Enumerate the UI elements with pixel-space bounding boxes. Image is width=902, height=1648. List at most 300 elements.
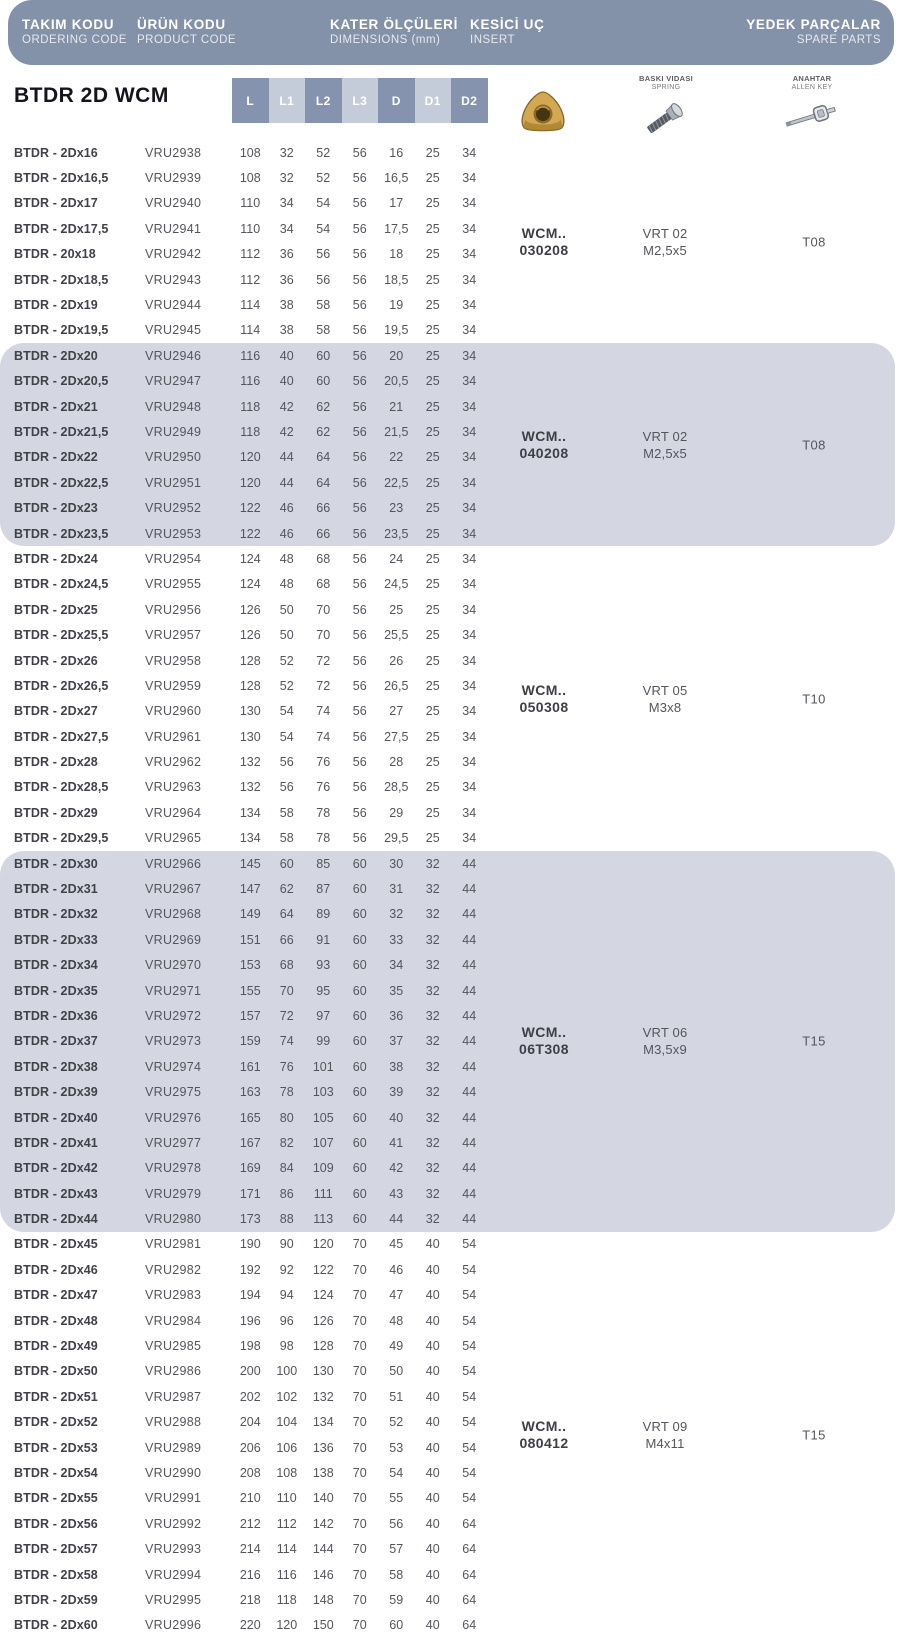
dim-L1: 38 <box>279 298 294 313</box>
dim-L1: 66 <box>279 932 294 947</box>
product-code: VRU2970 <box>145 958 202 973</box>
dim-L2: 70 <box>316 602 331 617</box>
dim-L: 208 <box>239 1466 261 1480</box>
dim-L3: 70 <box>352 1364 367 1379</box>
screw-code <box>619 1024 711 1058</box>
dim-L2: 52 <box>316 145 331 160</box>
insert-code-line: 030208 <box>519 241 569 258</box>
table-groups <box>0 140 902 1638</box>
dim-D: 25,5 <box>384 628 409 643</box>
dim-L1: 86 <box>279 1186 294 1201</box>
dim-L1: 36 <box>279 272 294 287</box>
dim-L1: 46 <box>279 526 294 541</box>
dim-D1: 32 <box>425 856 440 871</box>
tool-code: BTDR - 2Dx44 <box>14 1212 98 1227</box>
dim-L3: 60 <box>352 958 367 973</box>
dim-D2: 64 <box>462 1542 477 1557</box>
table-row <box>0 800 895 825</box>
dim-L3: 70 <box>352 1415 367 1430</box>
dim-L: 110 <box>240 196 261 211</box>
dim-header-D2: D2 <box>451 78 488 123</box>
dim-L2: 148 <box>312 1592 334 1607</box>
product-code: VRU2974 <box>145 1059 202 1074</box>
tool-code: BTDR - 2Dx17 <box>14 196 98 211</box>
table-row <box>0 1333 895 1358</box>
insert-code <box>498 225 590 259</box>
dim-D1: 40 <box>425 1364 440 1379</box>
product-code: VRU2967 <box>145 882 202 897</box>
dim-L2: 140 <box>312 1491 334 1506</box>
dim-L3: 56 <box>352 424 367 439</box>
dim-L2: 109 <box>312 1161 334 1176</box>
dim-D2: 64 <box>462 1516 477 1531</box>
spring-label-en: SPRING <box>651 84 681 91</box>
dim-D1: 25 <box>425 628 440 643</box>
dim-L: 110 <box>240 221 261 236</box>
dim-L1: 50 <box>279 602 294 617</box>
tool-code: BTDR - 2Dx28,5 <box>14 780 109 795</box>
dim-L1: 54 <box>279 729 294 744</box>
product-code: VRU2945 <box>145 323 202 338</box>
dim-L3: 56 <box>352 247 367 262</box>
dim-L1: 74 <box>279 1034 294 1049</box>
dim-L: 132 <box>239 780 261 795</box>
product-code: VRU2955 <box>145 577 202 592</box>
dim-L3: 56 <box>352 678 367 693</box>
insert-code-line: WCM.. <box>521 1024 567 1041</box>
tool-code: BTDR - 2Dx47 <box>14 1288 98 1303</box>
dim-L2: 74 <box>316 704 331 719</box>
dim-D: 54 <box>389 1466 404 1480</box>
dim-D2: 34 <box>462 755 477 770</box>
dim-L2: 54 <box>316 221 331 236</box>
screw-code <box>619 1418 711 1452</box>
dim-D2: 34 <box>462 831 477 846</box>
dim-L: 200 <box>239 1364 261 1379</box>
tool-code: BTDR - 2Dx27,5 <box>14 729 109 744</box>
dim-D: 20 <box>389 348 404 363</box>
dim-L2: 87 <box>316 882 331 897</box>
tool-code: BTDR - 2Dx43 <box>14 1186 98 1201</box>
product-code: VRU2948 <box>145 399 202 414</box>
dim-D1: 40 <box>425 1339 440 1354</box>
dim-L: 198 <box>239 1339 261 1354</box>
dim-L2: 113 <box>313 1212 334 1227</box>
dim-D1: 25 <box>425 221 440 236</box>
dim-D: 24,5 <box>384 577 409 592</box>
dim-L3: 56 <box>352 602 367 617</box>
dim-L3: 56 <box>352 475 367 490</box>
dim-D: 21,5 <box>384 424 409 439</box>
dim-L2: 70 <box>316 628 331 643</box>
dim-L3: 60 <box>352 1059 367 1074</box>
dim-L1: 112 <box>276 1516 297 1531</box>
table-row <box>0 826 895 851</box>
dim-D: 31 <box>389 882 404 897</box>
table-row <box>0 1384 895 1409</box>
dim-L3: 70 <box>352 1516 367 1531</box>
tool-code: BTDR - 2Dx50 <box>14 1364 98 1379</box>
tool-code: BTDR - 2Dx57 <box>14 1542 98 1557</box>
dim-L: 122 <box>239 526 261 541</box>
dim-D2: 34 <box>462 780 477 795</box>
tool-code: BTDR - 2Dx16,5 <box>14 171 109 186</box>
dim-L2: 64 <box>316 475 331 490</box>
tool-code: BTDR - 2Dx23 <box>14 501 98 516</box>
tool-code: BTDR - 2Dx23,5 <box>14 526 109 541</box>
table-row <box>0 1308 895 1333</box>
dim-L3: 60 <box>352 983 367 998</box>
product-code: VRU2941 <box>145 221 202 236</box>
dim-D: 19 <box>389 298 404 313</box>
dim-L: 122 <box>239 501 261 516</box>
product-code: VRU2960 <box>145 704 202 719</box>
dim-L2: 66 <box>316 501 331 516</box>
table-row <box>0 343 895 368</box>
dim-L3: 60 <box>352 1212 367 1227</box>
dim-D1: 25 <box>425 805 440 820</box>
product-code: VRU2938 <box>145 145 202 160</box>
dim-L3: 60 <box>352 907 367 922</box>
insert-code-line: WCM.. <box>521 427 567 444</box>
dim-L1: 58 <box>279 805 294 820</box>
dim-L: 128 <box>239 653 261 668</box>
header-product-code-en: PRODUCT CODE <box>137 34 237 46</box>
dim-D2: 54 <box>462 1237 477 1252</box>
dim-D2: 34 <box>462 704 477 719</box>
dim-D: 52 <box>389 1415 404 1430</box>
dim-L3: 70 <box>352 1491 367 1506</box>
tool-code: BTDR - 2Dx45 <box>14 1237 98 1252</box>
tool-code: BTDR - 2Dx55 <box>14 1491 98 1506</box>
table-row <box>0 318 895 343</box>
dim-D1: 25 <box>425 348 440 363</box>
dim-L2: 89 <box>316 907 331 922</box>
dim-L3: 56 <box>352 577 367 592</box>
dim-L1: 80 <box>279 1110 294 1125</box>
tool-code: BTDR - 2Dx54 <box>14 1466 98 1480</box>
dim-L: 214 <box>239 1542 261 1557</box>
screw-code-line: VRT 09 <box>642 1418 688 1434</box>
dim-D: 18,5 <box>384 272 409 287</box>
dim-D1: 40 <box>425 1313 440 1328</box>
dim-D2: 64 <box>462 1592 477 1607</box>
dim-D1: 40 <box>425 1237 440 1252</box>
dim-D: 29 <box>389 805 404 820</box>
tool-code: BTDR - 2Dx29,5 <box>14 831 109 846</box>
dim-D1: 25 <box>425 272 440 287</box>
product-code: VRU2958 <box>145 653 202 668</box>
table-row <box>0 292 895 317</box>
dim-D1: 32 <box>425 1085 440 1100</box>
dim-L3: 56 <box>352 805 367 820</box>
product-code: VRU2964 <box>145 805 202 820</box>
dim-L: 114 <box>240 323 261 338</box>
product-code: VRU2982 <box>145 1262 202 1277</box>
product-code: VRU2966 <box>145 856 202 871</box>
dim-L: 173 <box>239 1212 261 1227</box>
dim-header-D: D <box>378 78 415 123</box>
dim-L3: 56 <box>352 348 367 363</box>
dim-D1: 25 <box>425 399 440 414</box>
tool-code: BTDR - 2Dx36 <box>14 1008 98 1023</box>
dim-L: 128 <box>239 678 261 693</box>
dim-L1: 88 <box>279 1212 294 1227</box>
header-insert-en: INSERT <box>470 34 515 46</box>
dim-D: 43 <box>389 1186 404 1201</box>
table-row <box>0 902 895 927</box>
dim-L2: 91 <box>316 932 331 947</box>
dim-L2: 126 <box>312 1313 334 1328</box>
table-row <box>0 1257 895 1282</box>
insert-code <box>498 682 590 716</box>
dim-header-D1: D1 <box>415 78 452 123</box>
dim-D1: 32 <box>425 1008 440 1023</box>
insert-code <box>498 1024 590 1058</box>
table-row <box>0 1079 895 1104</box>
header-ordering-code <box>22 16 127 47</box>
table-row <box>0 1232 895 1257</box>
dim-L3: 70 <box>352 1262 367 1277</box>
dim-L1: 52 <box>279 678 294 693</box>
dim-L: 196 <box>239 1313 261 1328</box>
dim-L2: 138 <box>312 1466 334 1480</box>
dim-D: 20,5 <box>384 374 409 389</box>
dim-D2: 54 <box>462 1389 477 1404</box>
dim-D2: 44 <box>462 1059 477 1074</box>
dim-D1: 40 <box>425 1491 440 1506</box>
dim-L3: 56 <box>352 450 367 465</box>
product-code: VRU2977 <box>145 1135 202 1150</box>
product-code: VRU2965 <box>145 831 202 846</box>
screw-code-line: M2,5x5 <box>643 242 687 258</box>
dim-D: 42 <box>389 1161 404 1176</box>
dim-L1: 100 <box>276 1364 298 1379</box>
dim-L2: 68 <box>316 551 331 566</box>
dim-D: 22 <box>389 450 404 465</box>
dim-D1: 25 <box>425 678 440 693</box>
table-row <box>0 1613 895 1638</box>
dim-L2: 124 <box>312 1288 334 1303</box>
dim-D1: 32 <box>425 1135 440 1150</box>
product-code: VRU2980 <box>145 1212 202 1227</box>
dim-D2: 34 <box>462 247 477 262</box>
product-code: VRU2988 <box>145 1415 202 1430</box>
tool-code: BTDR - 2Dx19,5 <box>14 323 109 338</box>
dim-L: 112 <box>240 272 261 287</box>
dim-L2: 128 <box>312 1339 334 1354</box>
header-product-code <box>137 16 236 47</box>
tool-code: BTDR - 2Dx60 <box>14 1618 98 1633</box>
product-code: VRU2983 <box>145 1288 202 1303</box>
dim-L2: 120 <box>312 1237 334 1252</box>
dim-L2: 134 <box>312 1415 334 1430</box>
dim-D1: 25 <box>425 602 440 617</box>
allen-key-header <box>757 74 867 92</box>
product-code: VRU2940 <box>145 196 202 211</box>
dim-L1: 104 <box>276 1415 298 1430</box>
dim-L3: 70 <box>352 1542 367 1557</box>
spring-screw-icon <box>644 100 688 141</box>
product-group <box>0 546 895 851</box>
product-group <box>0 851 895 1232</box>
dim-D2: 44 <box>462 882 477 897</box>
key-code: T15 <box>802 1033 826 1049</box>
tool-code: BTDR - 2Dx24 <box>14 551 98 566</box>
table-row <box>0 216 895 241</box>
product-code: VRU2944 <box>145 298 202 313</box>
dim-L2: 62 <box>316 424 331 439</box>
dim-L3: 60 <box>352 1186 367 1201</box>
header-insert <box>470 16 545 47</box>
dim-header-L3: L3 <box>342 78 379 123</box>
dim-L1: 52 <box>279 653 294 668</box>
dim-D2: 64 <box>462 1567 477 1582</box>
dim-D1: 32 <box>425 1161 440 1176</box>
dim-D2: 34 <box>462 374 477 389</box>
screw-code-line: M4x11 <box>645 1435 685 1451</box>
dim-D2: 44 <box>462 1186 477 1201</box>
dim-D1: 25 <box>425 323 440 338</box>
tool-code: BTDR - 2Dx53 <box>14 1440 98 1455</box>
table-row <box>0 242 895 267</box>
dim-L: 114 <box>240 298 261 313</box>
dim-D1: 32 <box>425 1212 440 1227</box>
insert-code-line: WCM.. <box>521 224 567 241</box>
dim-D2: 34 <box>462 729 477 744</box>
product-code: VRU2971 <box>145 983 202 998</box>
table-row <box>0 1156 895 1181</box>
table-row <box>0 521 895 546</box>
product-code: VRU2953 <box>145 526 202 541</box>
dim-L2: 54 <box>316 196 331 211</box>
dim-L2: 72 <box>316 678 331 693</box>
table-row <box>0 724 895 749</box>
product-code: VRU2957 <box>145 628 202 643</box>
table-row <box>0 622 895 647</box>
table-row <box>0 1283 895 1308</box>
dim-L3: 60 <box>352 1135 367 1150</box>
table-row <box>0 597 895 622</box>
dim-L3: 56 <box>352 704 367 719</box>
dim-L2: 144 <box>312 1542 334 1557</box>
table-row <box>0 876 895 901</box>
dim-L2: 150 <box>312 1618 334 1633</box>
screw-code-line: M3x8 <box>648 699 682 715</box>
dim-D2: 34 <box>462 450 477 465</box>
dim-L3: 70 <box>352 1440 367 1455</box>
dim-L1: 40 <box>279 348 294 363</box>
dim-L: 218 <box>239 1592 261 1607</box>
dim-L: 216 <box>239 1567 261 1582</box>
dim-L3: 56 <box>352 374 367 389</box>
dim-D: 27 <box>389 704 404 719</box>
dim-D: 58 <box>389 1567 404 1582</box>
table-row <box>0 775 895 800</box>
insert-code-line: 080412 <box>519 1434 569 1451</box>
dim-L: 124 <box>239 577 261 592</box>
dim-L1: 78 <box>279 1085 294 1100</box>
table-row <box>0 699 895 724</box>
tool-code: BTDR - 2Dx48 <box>14 1313 98 1328</box>
dim-D: 39 <box>389 1085 404 1100</box>
dim-L3: 70 <box>352 1313 367 1328</box>
dim-L3: 70 <box>352 1567 367 1582</box>
dim-L1: 118 <box>276 1592 297 1607</box>
dim-L: 130 <box>239 704 261 719</box>
dim-D1: 25 <box>425 653 440 668</box>
tool-code: BTDR - 2Dx42 <box>14 1161 98 1176</box>
table-row <box>0 978 895 1003</box>
table-row <box>0 1562 895 1587</box>
tool-code: BTDR - 2Dx30 <box>14 856 98 871</box>
table-row <box>0 1105 895 1130</box>
product-code: VRU2992 <box>145 1516 202 1531</box>
key-code: T15 <box>802 1427 826 1443</box>
dim-D2: 34 <box>462 653 477 668</box>
dim-L2: 58 <box>316 298 331 313</box>
screw-code-line: M3,5x9 <box>643 1042 687 1058</box>
header-ordering-code-tr: TAKIM KODU <box>22 17 115 32</box>
dim-L1: 76 <box>279 1059 294 1074</box>
dim-L1: 38 <box>279 323 294 338</box>
dim-D1: 40 <box>425 1618 440 1633</box>
dim-L1: 70 <box>279 983 294 998</box>
dim-L3: 56 <box>352 831 367 846</box>
dim-D2: 34 <box>462 145 477 160</box>
product-code: VRU2952 <box>145 501 202 516</box>
allen-key-label-tr: ANAHTAR <box>792 74 832 83</box>
dim-D: 51 <box>389 1389 404 1404</box>
spring-label-tr: BASKI VIDASI <box>638 74 694 83</box>
dim-D2: 54 <box>462 1339 477 1354</box>
dim-D: 22,5 <box>384 475 409 490</box>
dim-D1: 25 <box>425 755 440 770</box>
dim-D2: 54 <box>462 1440 477 1455</box>
dim-L: 147 <box>239 882 261 897</box>
dim-L2: 105 <box>312 1110 334 1125</box>
dim-L1: 40 <box>279 374 294 389</box>
dim-D: 26 <box>389 653 404 668</box>
dim-D: 35 <box>389 983 404 998</box>
allen-key-icon <box>784 102 838 137</box>
dimension-column-headers <box>232 78 488 123</box>
dim-L1: 44 <box>279 450 294 465</box>
dim-D2: 34 <box>462 805 477 820</box>
dim-D: 34 <box>389 958 404 973</box>
product-code: VRU2979 <box>145 1186 202 1201</box>
header-dimensions-en: DIMENSIONS (mm) <box>330 34 441 46</box>
dim-L3: 60 <box>352 1034 367 1049</box>
product-code: VRU2959 <box>145 678 202 693</box>
product-code: VRU2996 <box>145 1618 202 1633</box>
dim-D: 59 <box>389 1592 404 1607</box>
dim-D1: 40 <box>425 1288 440 1303</box>
dim-L3: 56 <box>352 196 367 211</box>
table-row <box>0 1054 895 1079</box>
dim-L3: 70 <box>352 1592 367 1607</box>
dim-D: 28 <box>389 755 404 770</box>
dim-D1: 25 <box>425 171 440 186</box>
dim-L1: 68 <box>279 958 294 973</box>
dim-L: 206 <box>239 1440 261 1455</box>
dim-L: 212 <box>239 1516 261 1531</box>
dim-D: 55 <box>389 1491 404 1506</box>
tool-code: BTDR - 2Dx26,5 <box>14 678 109 693</box>
dim-L: 210 <box>239 1491 261 1506</box>
product-code: VRU2981 <box>145 1237 202 1252</box>
dim-D2: 34 <box>462 196 477 211</box>
